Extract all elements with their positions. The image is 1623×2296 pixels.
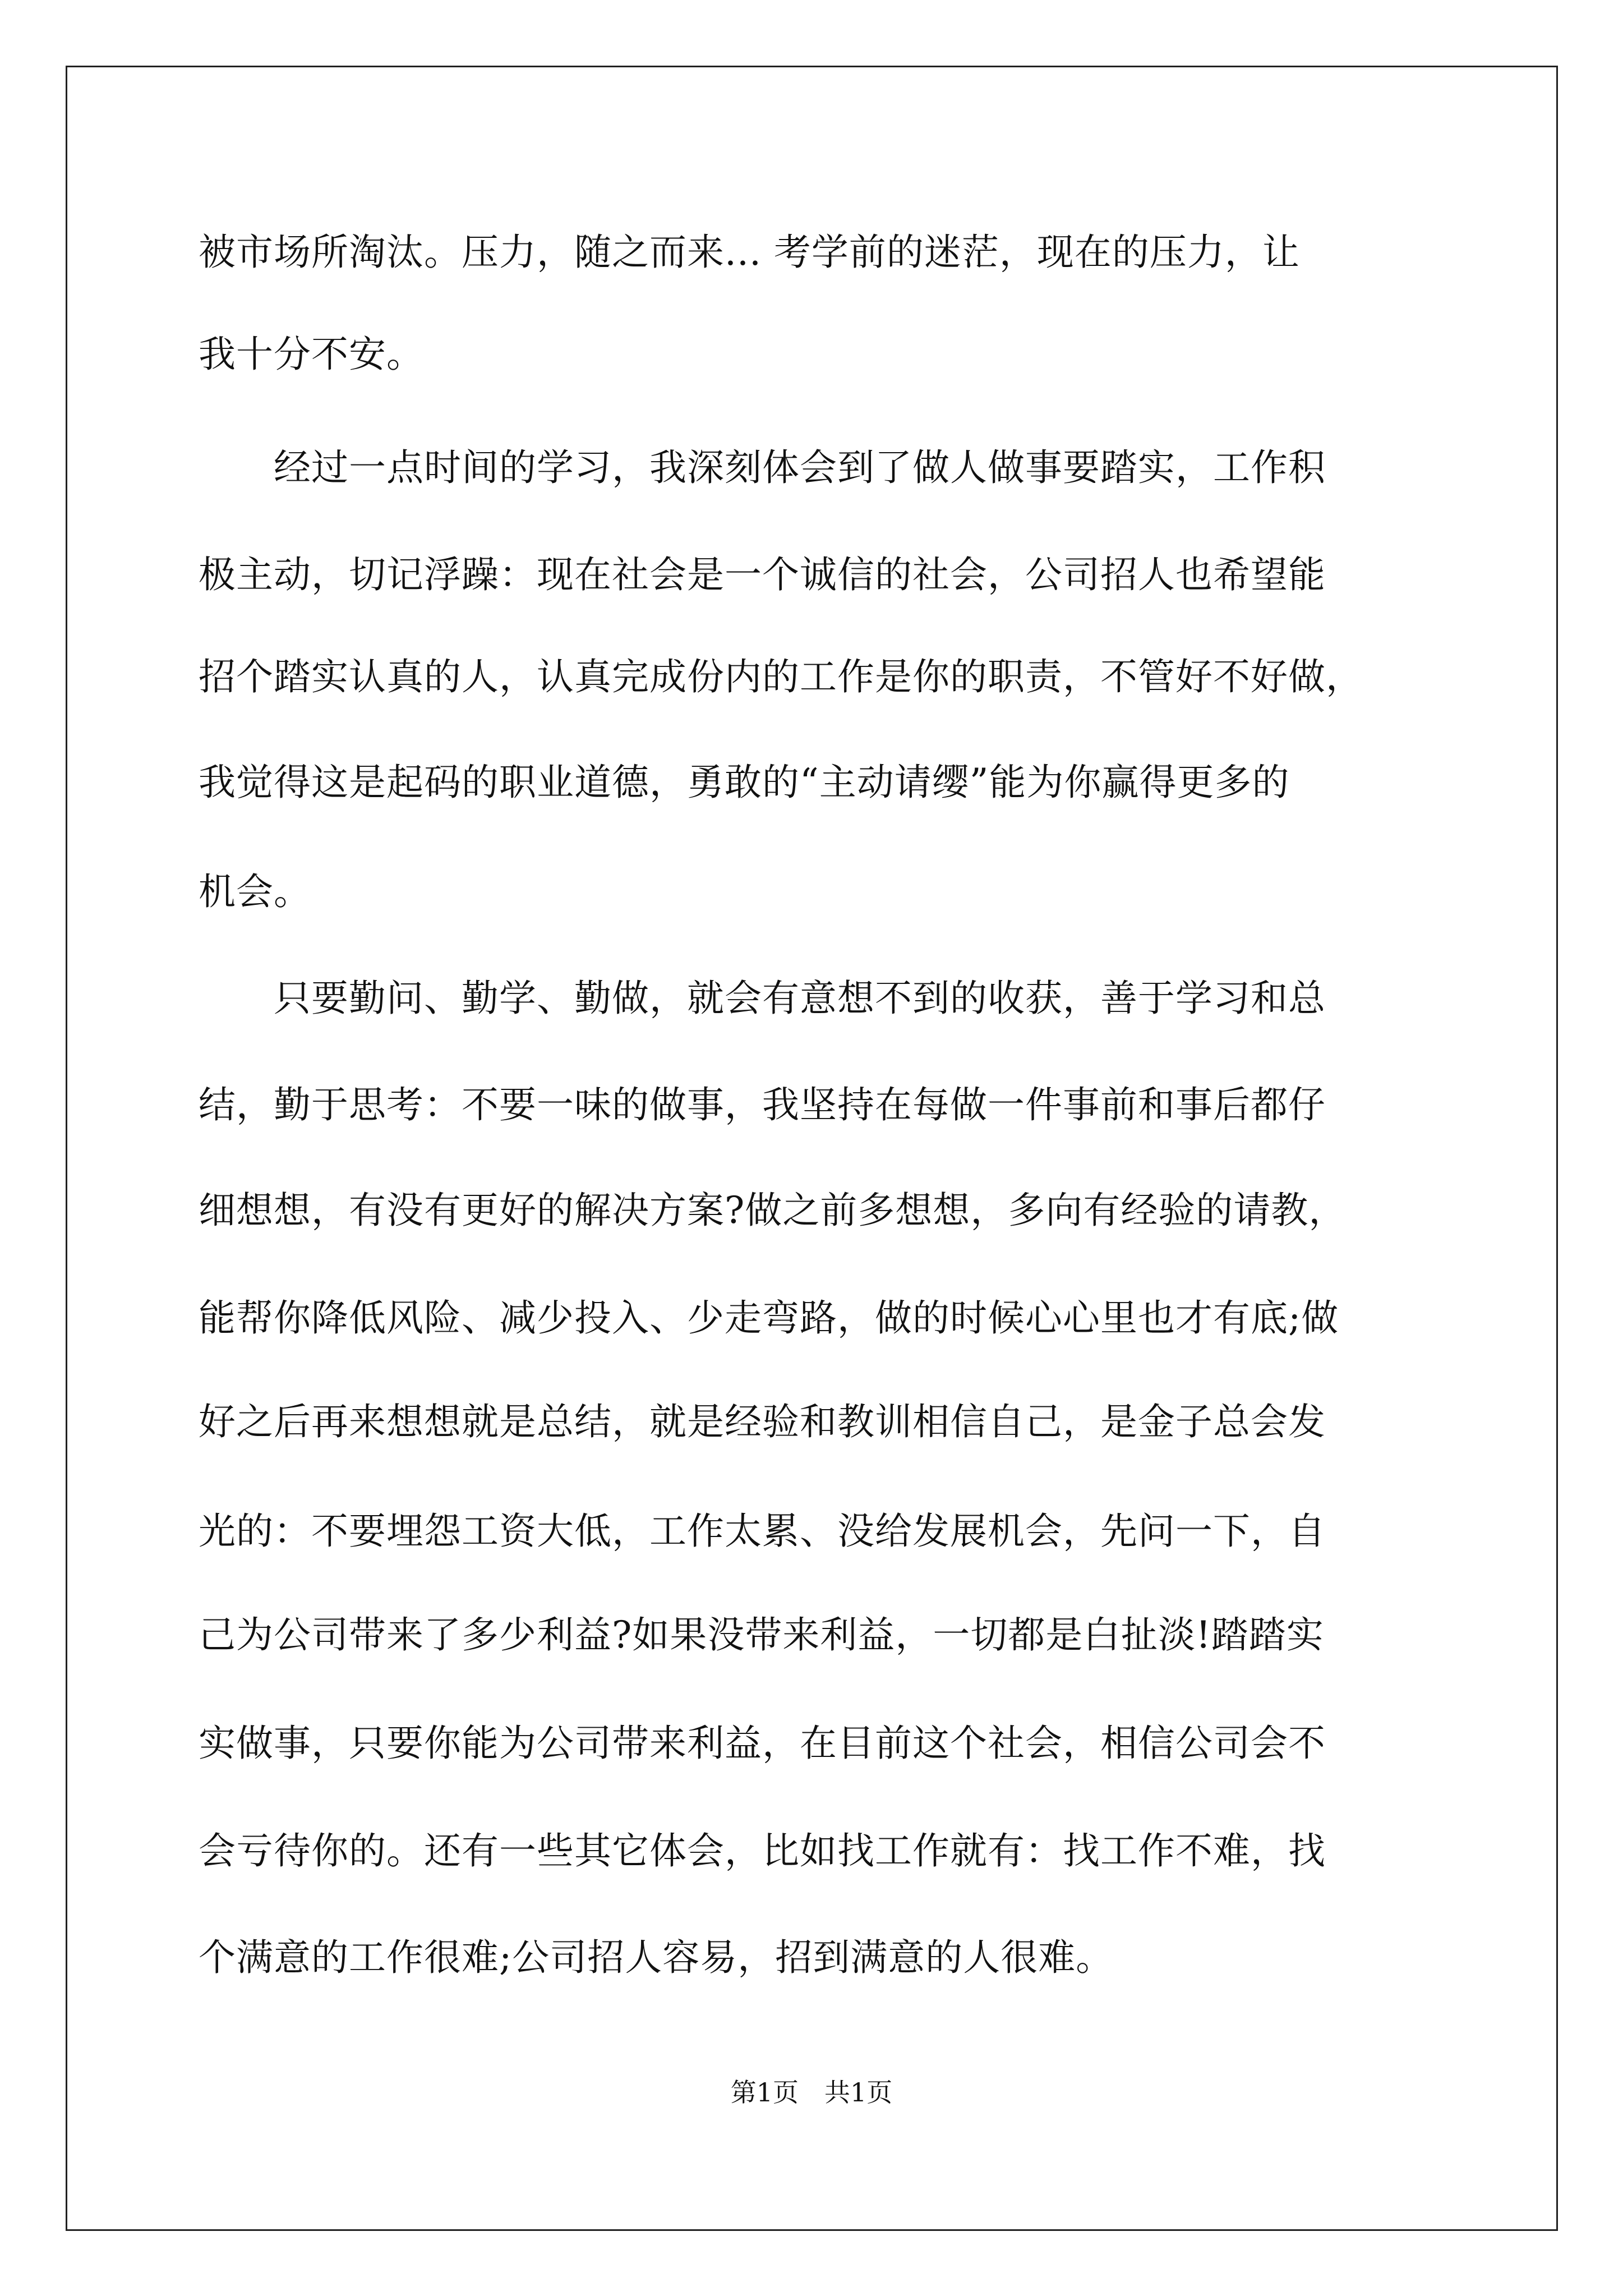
text-line: 只要勤问、勤学、勤做，就会有意想不到的收获，善于学习和总 [199,977,1326,1020]
text-line: 个满意的工作很难;公司招人容易，招到满意的人很难。 [199,1936,1114,1979]
text-line: 招个踏实认真的人，认真完成份内的工作是你的职责，不管好不好做， [199,655,1363,698]
text-line: 极主动，切记浮躁：现在社会是一个诚信的社会，公司招人也希望能 [199,553,1326,596]
page-number-footer: 第1页 共1页 [730,2077,893,2108]
text-line: 己为公司带来了多少利益?如果没带来利益，一切都是白扯淡!踏踏实 [199,1613,1324,1657]
text-line: 光的：不要埋怨工资大低，工作太累、没给发展机会，先问一下，自 [199,1510,1326,1553]
text-line: 实做事，只要你能为公司带来利益，在目前这个社会，相信公司会不 [199,1722,1326,1765]
text-line: 被市场所淘汰。压力，随之而来... 考学前的迷茫，现在的压力，让 [199,231,1300,274]
text-line: 我十分不安。 [199,333,424,376]
text-line: 经过一点时间的学习，我深刻体会到了做人做事要踏实，工作积 [199,446,1326,489]
text-line: 结，勤于思考：不要一味的做事，我坚持在每做一件事前和事后都仔 [199,1083,1326,1126]
text-line: 会亏待你的。还有一些其它体会，比如找工作就有：找工作不难，找 [199,1829,1326,1872]
text-line: 能帮你降低风险、减少投入、少走弯路，做的时候心心里也才有底;做 [199,1296,1339,1340]
page-border [66,66,1558,2231]
text-line: 我觉得这是起码的职业道德，勇敢的“主动请缨”能为你赢得更多的 [199,761,1290,804]
text-line: 细想想，有没有更好的解决方案?做之前多想想，多向有经验的请教， [199,1189,1347,1232]
text-line: 机会。 [199,870,311,913]
text-line: 好之后再来想想就是总结，就是经验和教训相信自己，是金子总会发 [199,1400,1326,1443]
